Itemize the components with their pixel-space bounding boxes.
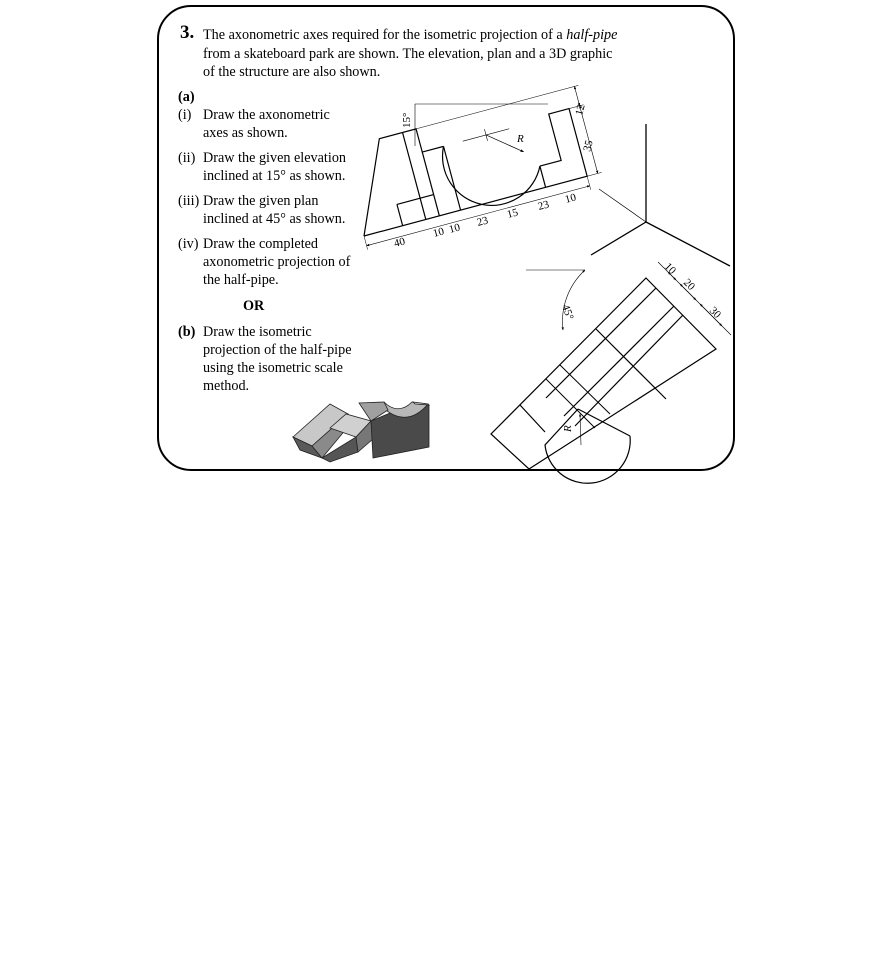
- part-b-line-3: using the isometric scale: [203, 360, 343, 376]
- part-a-iv-line-1: Draw the completed: [203, 236, 319, 252]
- plan-drawing: [491, 262, 731, 483]
- part-b-line-1: Draw the isometric: [203, 324, 312, 340]
- part-a-i-tag: (i): [178, 107, 192, 123]
- part-b-label: (b): [178, 324, 196, 340]
- elevation-radius-label: R: [517, 133, 524, 145]
- half-pipe-3d-graphic: [293, 402, 429, 462]
- part-a-iv-tag: (iv): [178, 236, 199, 252]
- elevation-dim-10c: 10: [563, 191, 578, 206]
- elevation-angle-label: 15°: [401, 112, 413, 128]
- elevation-dim-12: 12: [573, 103, 588, 117]
- part-a-iii-line-1: Draw the given plan: [203, 193, 319, 209]
- part-a-iv-line-3: the half-pipe.: [203, 272, 279, 288]
- elevation-dim-35: 35: [581, 139, 596, 153]
- plan-labels: [559, 261, 723, 433]
- intro-line-2: from a skateboard park are shown. The elevation, plan and a 3D graphic: [203, 45, 613, 62]
- elevation-dim-10b: 10: [447, 221, 462, 236]
- plan-angle-label: 45°: [559, 302, 576, 322]
- elevation-labels: [393, 103, 596, 250]
- axonometric-axes: [591, 124, 730, 266]
- elevation-drawing: [341, 85, 606, 249]
- part-b-line-4: method.: [203, 378, 250, 394]
- plan-dim-30: 30: [706, 304, 724, 321]
- part-a-label: (a): [178, 89, 195, 105]
- elevation-dim-10a: 10: [431, 225, 446, 240]
- plan-dim-10: 10: [661, 260, 679, 277]
- part-a-ii-tag: (ii): [178, 150, 196, 166]
- part-a-ii-line-1: Draw the given elevation: [203, 150, 347, 166]
- elevation-dim-40: 40: [392, 235, 407, 250]
- elevation-dim-23b: 23: [536, 198, 551, 213]
- elevation-dim-23a: 23: [475, 214, 490, 229]
- part-a-ii-line-2: inclined at 15° as shown.: [203, 168, 346, 184]
- intro-line-3: of the structure are also shown.: [203, 64, 381, 80]
- question-number: 3.: [180, 22, 195, 43]
- elevation-dim-15: 15: [505, 206, 520, 221]
- or-label: OR: [243, 298, 265, 314]
- part-a-iii-line-2: inclined at 45° as shown.: [203, 211, 346, 227]
- plan-dim-20: 20: [680, 276, 698, 293]
- plan-radius-label: R: [562, 425, 574, 432]
- intro-line-1: The axonometric axes required for the isometric projection of a half-pipe: [203, 27, 618, 43]
- part-a-i-line-1: Draw the axonometric: [203, 107, 330, 123]
- part-b-line-2: projection of the half-pipe: [203, 342, 352, 358]
- part-a-iii-tag: (iii): [178, 193, 200, 209]
- part-a-i-line-2: axes as shown.: [203, 125, 288, 141]
- part-a-iv-line-2: axonometric projection of: [203, 254, 351, 270]
